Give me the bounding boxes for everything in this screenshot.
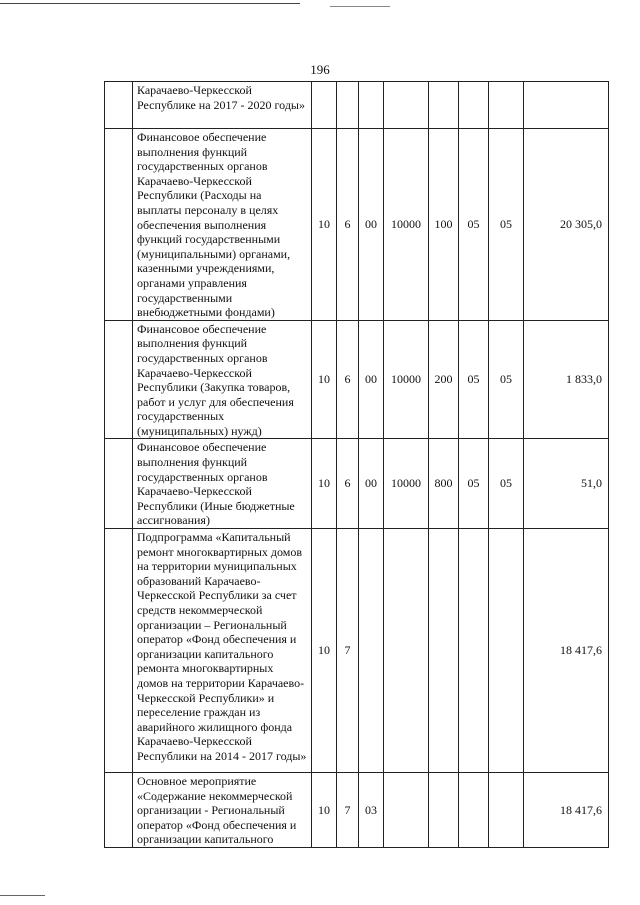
code-cell [337,82,359,129]
code-cell [429,82,459,129]
table-row [105,439,609,529]
blank-cell [105,320,133,439]
code-cell [429,529,459,773]
row-name: Финансовое обеспечение выполнения функций государственных органов Карачаево-Черкесской Республики (Расходы на выплаты персоналу в целях обеспечения выполнения функций государственными (муниципальными) органами, казенными учреждениями, органами управления государственными внебюджетными фондами) [133,129,312,321]
code-cell: 10 [312,439,337,529]
page-number: 196 [310,62,330,77]
scan-top-line-right [330,6,390,7]
code-cell: 6 [337,320,359,439]
blank-cell [105,82,133,129]
blank-cell [105,129,133,321]
code-cell: 800 [429,439,459,529]
code-cell: 10000 [384,129,429,321]
code-cell [384,82,429,129]
code-cell: 05 [489,129,524,321]
row-name: Финансовое обеспечение выполнения функций государственных органов Карачаево-Черкесской Республики (Закупка товаров, работ и услуг для обеспечения государственных (муниципальных) нужд) [133,320,312,439]
code-cell [459,529,489,773]
code-cell: 05 [489,320,524,439]
code-cell: 6 [337,129,359,321]
sum-cell: 18 417,6 [524,529,609,773]
code-cell: 6 [337,439,359,529]
code-cell: 10 [312,320,337,439]
code-cell: 05 [489,439,524,529]
code-cell [384,529,429,773]
code-cell [459,773,489,848]
code-cell: 10 [312,529,337,773]
code-cell [459,82,489,129]
code-cell: 00 [359,439,384,529]
code-cell: 00 [359,129,384,321]
row-name: Финансовое обеспечение выполнения функций государственных органов Карачаево-Черкесской Республики (Иные бюджетные ассигнования) [133,439,312,529]
code-cell: 10 [312,129,337,321]
row-name: Основное мероприятие «Содержание некоммерческой организации - Региональный оператор «Фонд обеспечения и организации капитального [133,773,312,848]
code-cell: 05 [459,439,489,529]
blank-cell [105,439,133,529]
sum-cell: 20 305,0 [524,129,609,321]
code-cell: 05 [459,320,489,439]
code-cell [384,773,429,848]
table-row [105,773,609,848]
code-cell: 100 [429,129,459,321]
code-cell: 10000 [384,439,429,529]
budget-table [104,81,609,848]
sum-cell [524,82,609,129]
code-cell [489,529,524,773]
scan-top-line-left [0,3,300,4]
code-cell [489,773,524,848]
sum-cell: 51,0 [524,439,609,529]
code-cell: 03 [359,773,384,848]
code-cell: 200 [429,320,459,439]
code-cell: 05 [459,129,489,321]
sum-cell: 1 833,0 [524,320,609,439]
code-cell: 00 [359,320,384,439]
row-name: Карачаево-Черкесской Республике на 2017 - 2020 годы» [133,82,312,129]
code-cell [359,529,384,773]
code-cell [489,82,524,129]
code-cell: 10 [312,773,337,848]
table-row [105,129,609,321]
code-cell [312,82,337,129]
code-cell [429,773,459,848]
table-row [105,82,609,129]
code-cell [359,82,384,129]
scan-bottom-line [0,895,45,896]
code-cell: 7 [337,529,359,773]
code-cell: 7 [337,773,359,848]
sum-cell: 18 417,6 [524,773,609,848]
table-row [105,529,609,773]
blank-cell [105,529,133,773]
code-cell: 10000 [384,320,429,439]
blank-cell [105,773,133,848]
table-row [105,320,609,439]
row-name: Подпрограмма «Капитальный ремонт многоквартирных домов на территории муниципальных образований Карачаево-Черкесской Республики за счет средств некоммерческой организации – Региональный оператор «Фонд обеспечения и организации капитального ремонта многоквартирных домов на территории Карачаево-Черкесской Республики» и переселение граждан из аварийного жилищного фонда Карачаево-Черкесской Республики на 2014 - 2017 годы» [133,529,312,773]
